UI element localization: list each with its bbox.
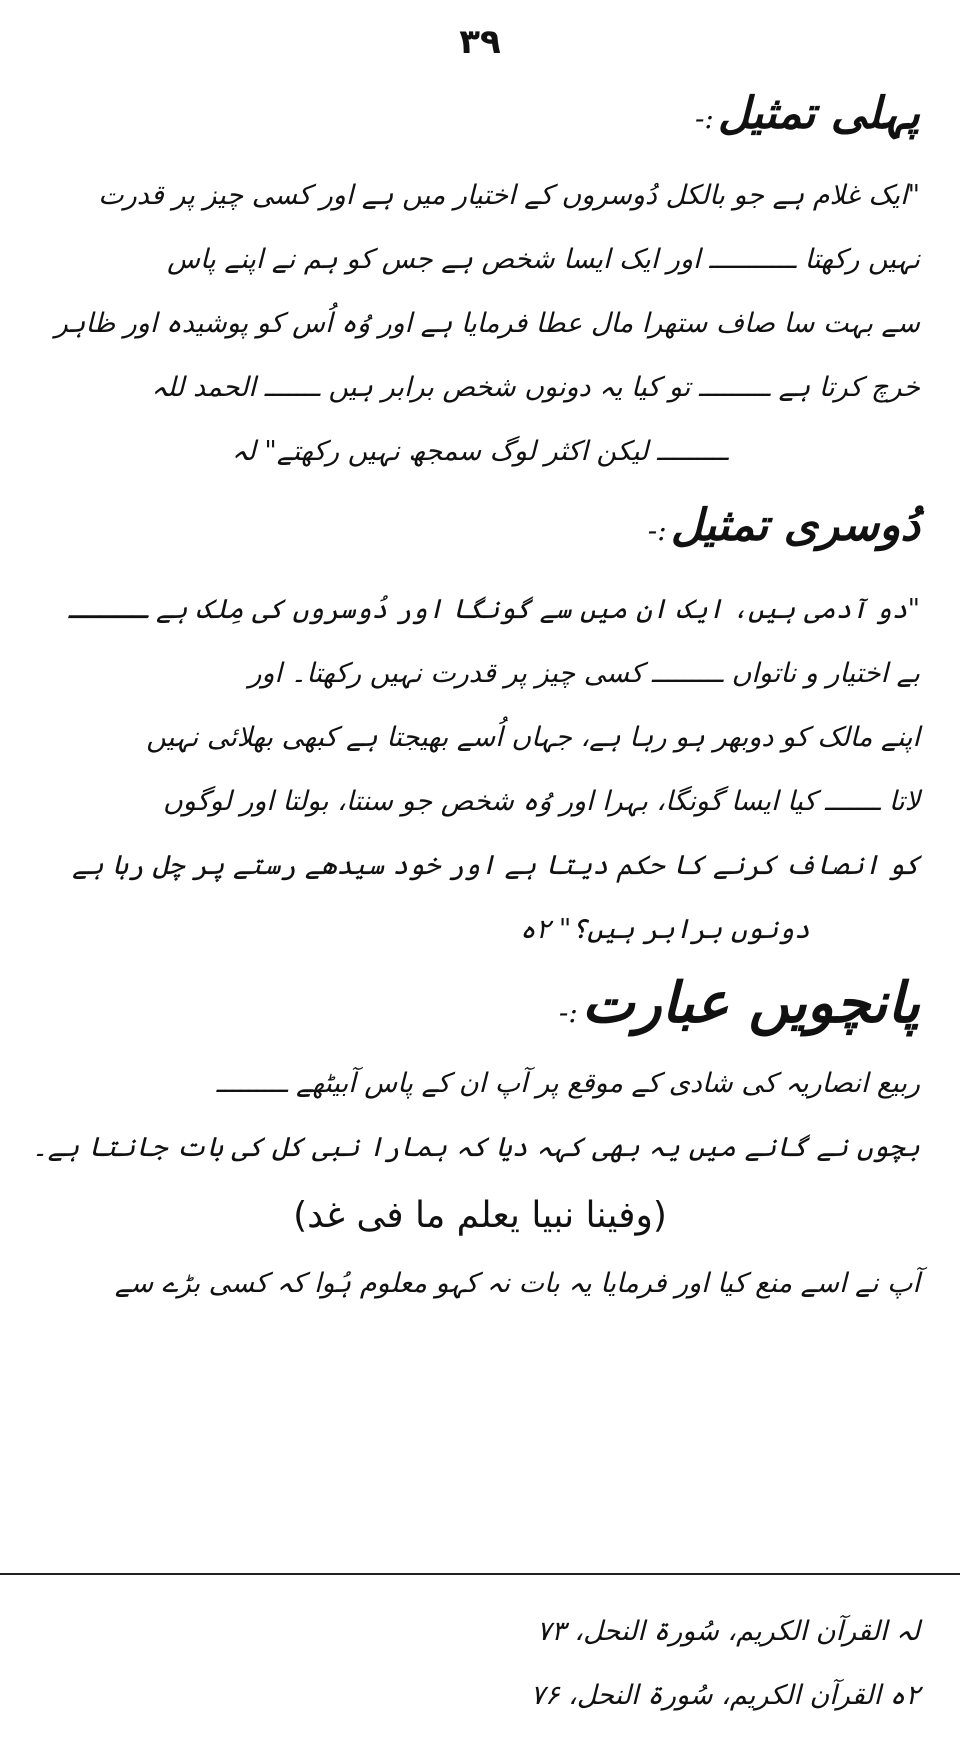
heading-text: دُوسری تمثیل	[670, 500, 920, 551]
footnote: لہ القرآن الکریم، سُورۃ النحل، ۷۳	[536, 1616, 920, 1647]
page-number: ۳۹	[459, 22, 501, 62]
footnote-divider	[0, 1573, 960, 1575]
footnote: ٢ہ القرآن الکریم، سُورۃ النحل، ۷۶	[530, 1680, 920, 1711]
heading-marker: :-	[694, 102, 714, 135]
heading-marker: :-	[558, 996, 578, 1029]
quoted-verse: (وفینا نبیا یعلم ما فی غد)	[293, 1195, 667, 1236]
paragraph-line: ربیع انصاریہ کی شادی کے موقع پر آپ ان کے پاس آبیٹھے ـــــــــ	[216, 1068, 920, 1099]
paragraph-line: لاتا ـــــــ کیا ایسا گونگا، بہرا اور وُہ شخص جو سنتا، بولتا اور لوگوں	[162, 786, 920, 817]
paragraph-line: بچوں نے گانے میں یہ بھی کہہ دیا کہ ہمارا نبی کل کی بات جانتا ہے۔	[31, 1132, 920, 1163]
section-heading-second-parable	[40, 500, 920, 551]
heading-marker: :-	[647, 514, 667, 547]
heading-text: پانچویں عبارت	[581, 970, 920, 1036]
paragraph-line: سے بہت سا صاف ستھرا مال عطا فرمایا ہے اور وُہ اُس کو پوشیدہ اور ظاہر	[54, 308, 920, 339]
heading-text: پہلی تمثیل	[717, 88, 920, 139]
paragraph-line: ـــــــــ لیکن اکثر لوگ سمجھ نہیں رکھتے" لہ	[231, 436, 729, 467]
paragraph-line: نہیں رکھتا ـــــــــــ اور ایک ایسا شخص ہے جس کو ہم نے اپنے پاس	[167, 244, 920, 275]
paragraph-line: "دو آدمی ہیں، ایک ان میں سے گونگا اور دُوسروں کی مِلک ہے ـــــ	[68, 594, 920, 625]
paragraph-line: کو انصاف کرنے کا حکم دیتا ہے اور خود سیدھے رستے پر چل رہا ہے	[72, 850, 920, 881]
paragraph-line: بے اختیار و ناتواں ـــــــــ کسی چیز پر قدرت نہیں رکھتا۔ اور	[248, 658, 920, 689]
paragraph-line: آپ نے اسے منع کیا اور فرمایا یہ بات نہ کہو معلوم ہُوا کہ کسی بڑے سے	[114, 1268, 920, 1299]
paragraph-line: خرچ کرتا ہے ـــــــــ تو کیا یہ دونوں شخص برابر ہیں ـــــــ الحمد للہ	[151, 372, 920, 403]
paragraph-line: "ایک غلام ہے جو بالکل دُوسروں کے اختیار میں ہے اور کسی چیز پر قدرت	[98, 180, 920, 211]
paragraph-line: دونوں برابر ہیں؟" ٢ہ	[520, 914, 810, 945]
paragraph-line: اپنے مالک کو دوبھر ہو رہا ہے، جہاں اُسے بھیجتا ہے کبھی بھلائی نہیں	[146, 722, 920, 753]
section-heading-first-parable	[40, 88, 920, 139]
section-heading-fifth-passage	[40, 970, 920, 1036]
